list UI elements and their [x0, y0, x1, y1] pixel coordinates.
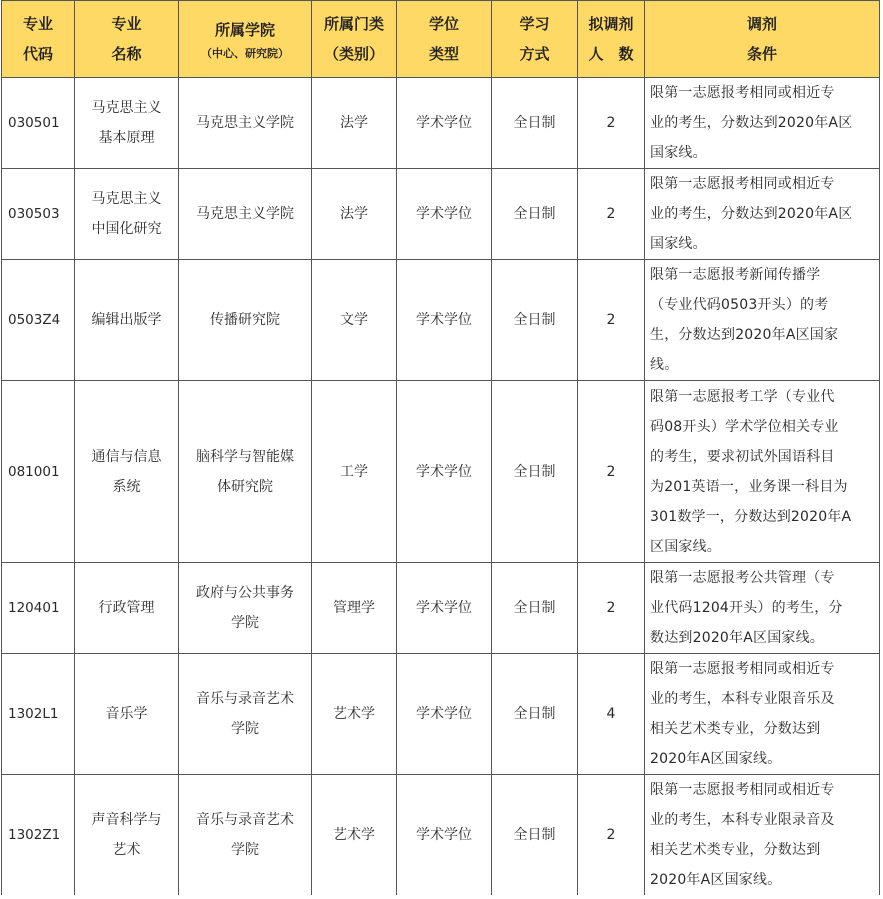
degree-type-cell: 学术学位	[397, 78, 492, 169]
major-name-cell: 编辑出版学	[75, 260, 179, 381]
major-code-cell: 030501	[2, 78, 75, 169]
conditions-cell: 限第一志愿报考相同或相近专 业的考生，本科专业限录音及 相关艺术类专业，分数达到 2020年A区国家线。	[645, 775, 880, 896]
category-cell: 法学	[312, 78, 397, 169]
major-name-cell: 声音科学与 艺术	[75, 775, 179, 896]
major-code-cell: 120401	[2, 563, 75, 654]
table-header	[2, 1, 880, 78]
quota-cell: 2	[578, 78, 645, 169]
header-study-mode: 学习 方式	[492, 1, 578, 78]
major-code-cell: 081001	[2, 381, 75, 563]
conditions-cell: 限第一志愿报考相同或相近专 业的考生，本科专业限音乐及 相关艺术类专业，分数达到 2020年A区国家线。	[645, 654, 880, 775]
degree-type-cell: 学术学位	[397, 381, 492, 563]
major-name-cell: 音乐学	[75, 654, 179, 775]
degree-type-cell: 学术学位	[397, 563, 492, 654]
conditions-cell: 限第一志愿报考相同或相近专 业的考生，分数达到2020年A区 国家线。	[645, 169, 880, 260]
degree-type-cell: 学术学位	[397, 169, 492, 260]
college-cell: 脑科学与智能媒 体研究院	[179, 381, 312, 563]
conditions-cell: 限第一志愿报考工学（专业代 码08开头）学术学位相关专业 的考生，要求初试外国语科目 为201英语一，业务课一科目为 301数学一，分数达到2020年A 区国家线。	[645, 381, 880, 563]
table-row	[2, 260, 880, 381]
quota-cell: 2	[578, 775, 645, 896]
major-name-cell: 马克思主义 基本原理	[75, 78, 179, 169]
major-name-cell: 行政管理	[75, 563, 179, 654]
category-cell: 艺术学	[312, 654, 397, 775]
college-cell: 政府与公共事务 学院	[179, 563, 312, 654]
adjustment-table	[1, 0, 880, 895]
category-cell: 管理学	[312, 563, 397, 654]
study-mode-cell: 全日制	[492, 169, 578, 260]
college-cell: 马克思主义学院	[179, 78, 312, 169]
header-quota: 拟调剂 人 数	[578, 1, 645, 78]
college-cell: 音乐与录音艺术 学院	[179, 775, 312, 896]
major-code-cell: 1302L1	[2, 654, 75, 775]
header-college: 所属学院 （中心、研究院）	[179, 1, 312, 78]
college-cell: 传播研究院	[179, 260, 312, 381]
category-cell: 法学	[312, 169, 397, 260]
header-major-name: 专业 名称	[75, 1, 179, 78]
study-mode-cell: 全日制	[492, 654, 578, 775]
category-cell: 工学	[312, 381, 397, 563]
major-code-cell: 030503	[2, 169, 75, 260]
study-mode-cell: 全日制	[492, 563, 578, 654]
major-code-cell: 1302Z1	[2, 775, 75, 896]
header-category: 所属门类 （类别）	[312, 1, 397, 78]
table-row	[2, 169, 880, 260]
quota-cell: 2	[578, 260, 645, 381]
table-row	[2, 381, 880, 563]
header-major-code: 专业 代码	[2, 1, 75, 78]
college-cell: 音乐与录音艺术 学院	[179, 654, 312, 775]
degree-type-cell: 学术学位	[397, 654, 492, 775]
table-body	[2, 78, 880, 896]
category-cell: 艺术学	[312, 775, 397, 896]
major-name-cell: 通信与信息 系统	[75, 381, 179, 563]
study-mode-cell: 全日制	[492, 78, 578, 169]
quota-cell: 2	[578, 169, 645, 260]
conditions-cell: 限第一志愿报考新闻传播学 （专业代码0503开头）的考 生，分数达到2020年A区国家 线。	[645, 260, 880, 381]
conditions-cell: 限第一志愿报考公共管理（专 业代码1204开头）的考生，分 数达到2020年A区国家线。	[645, 563, 880, 654]
major-name-cell: 马克思主义 中国化研究	[75, 169, 179, 260]
header-degree-type: 学位 类型	[397, 1, 492, 78]
study-mode-cell: 全日制	[492, 775, 578, 896]
header-conditions: 调剂 条件	[645, 1, 880, 78]
quota-cell: 2	[578, 381, 645, 563]
conditions-cell: 限第一志愿报考相同或相近专 业的考生，分数达到2020年A区 国家线。	[645, 78, 880, 169]
table-row	[2, 563, 880, 654]
quota-cell: 2	[578, 563, 645, 654]
study-mode-cell: 全日制	[492, 381, 578, 563]
degree-type-cell: 学术学位	[397, 775, 492, 896]
table-row	[2, 775, 880, 896]
degree-type-cell: 学术学位	[397, 260, 492, 381]
table-row	[2, 654, 880, 775]
quota-cell: 4	[578, 654, 645, 775]
study-mode-cell: 全日制	[492, 260, 578, 381]
category-cell: 文学	[312, 260, 397, 381]
major-code-cell: 0503Z4	[2, 260, 75, 381]
college-cell: 马克思主义学院	[179, 169, 312, 260]
table-row	[2, 78, 880, 169]
